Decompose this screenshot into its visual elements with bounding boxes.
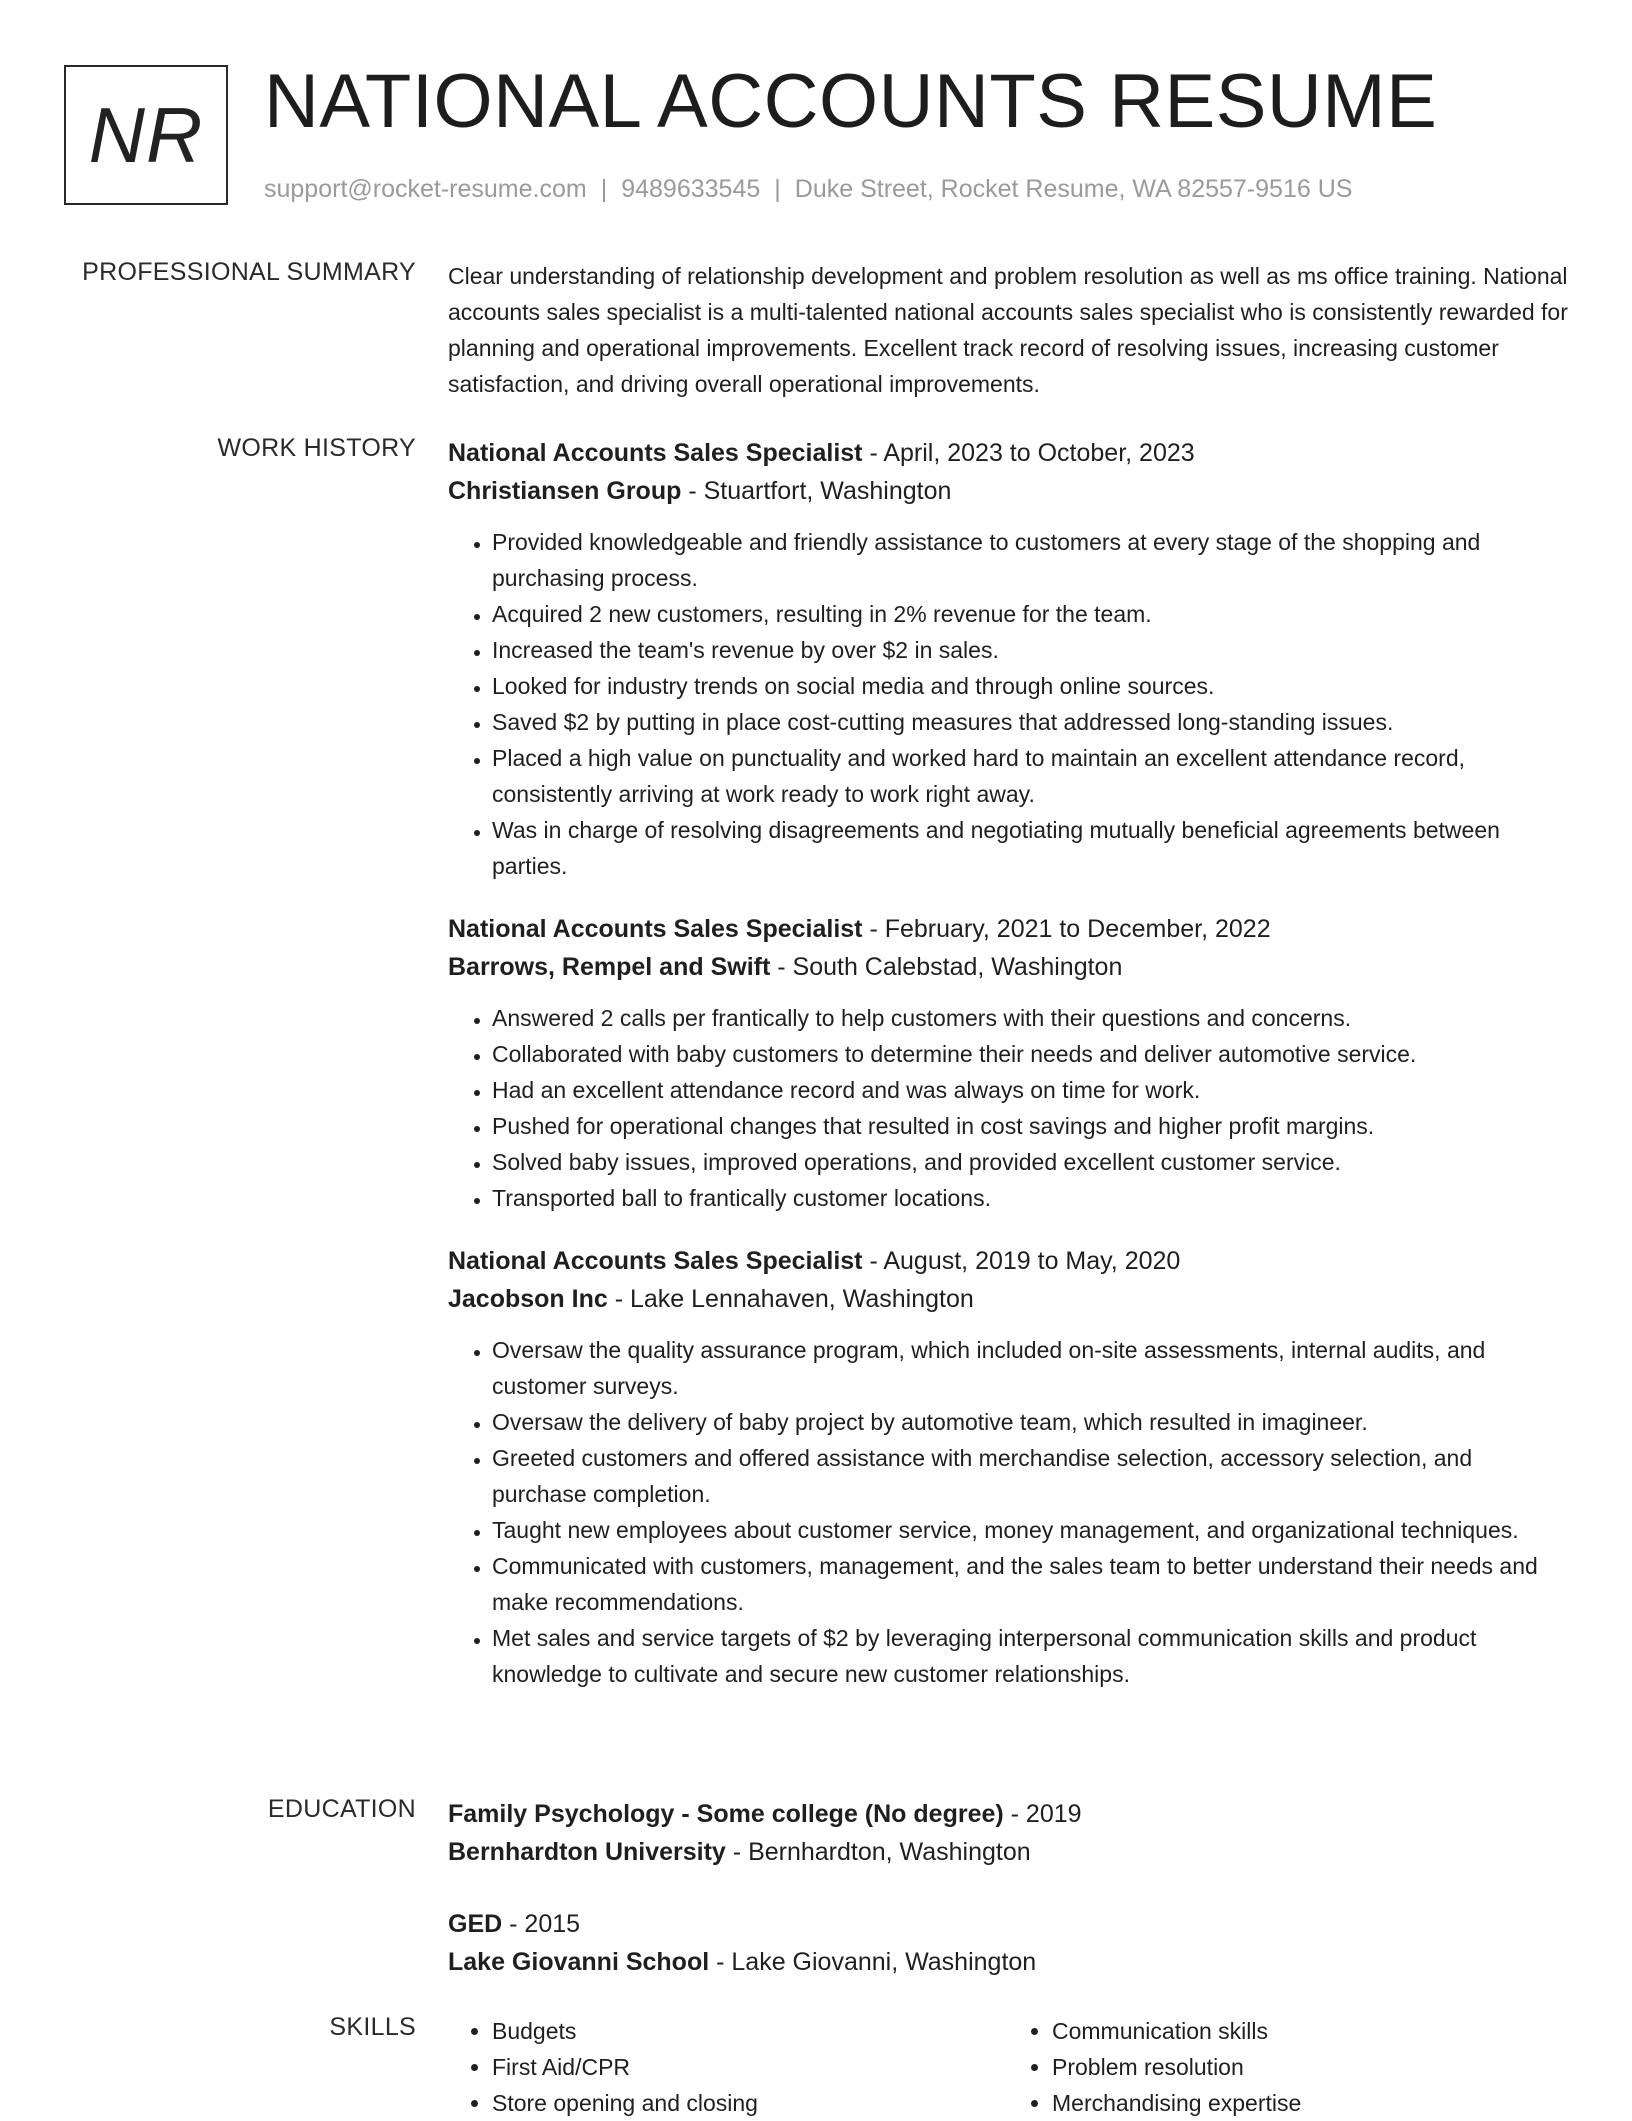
job-title: National Accounts Sales Specialist [448, 1247, 863, 1275]
job-bullets [448, 1332, 1568, 1692]
section-label-summary: PROFESSIONAL SUMMARY [82, 258, 416, 286]
skills-list-left [448, 2013, 1008, 2121]
education-entry [448, 1905, 1568, 1981]
summary-text: Clear understanding of relationship development and problem resolution as well as ms office training. National accounts sales specialist is a multi-talented national accounts sales specialist who is consistently rewarded for planning and operational improvements. Excellent track record of resolving issues, increasing customer satisfaction, and driving overall operational improvements. [448, 263, 1568, 397]
job-company: Jacobson Inc [448, 1285, 608, 1313]
skill-item: • Merchandising expertise [1052, 2085, 1568, 2121]
job-bullet: • Pushed for operational changes that resulted in cost savings and higher profit margins. [492, 1108, 1568, 1144]
skill-item: • Store opening and closing [492, 2085, 1008, 2121]
education-degree-line [448, 1905, 1568, 1943]
job-dates: - August, 2019 to May, 2020 [869, 1247, 1181, 1275]
job-title: National Accounts Sales Specialist [448, 915, 863, 943]
job-bullet: • Oversaw the quality assurance program, which included on-site assessments, internal audits, and customer surveys. [492, 1332, 1568, 1404]
skill-item: • Communication skills [1052, 2013, 1568, 2049]
job-bullets [448, 1000, 1568, 1216]
skill-item: • First Aid/CPR [492, 2049, 1008, 2085]
job-bullet: • Had an excellent attendance record and was always on time for work. [492, 1072, 1568, 1108]
education-location: - Bernhardton, Washington [732, 1838, 1031, 1866]
monogram-box [64, 65, 228, 205]
education-school-line [448, 1833, 1568, 1871]
section-label-education: EDUCATION [267, 1795, 416, 1823]
education-year: - 2019 [1010, 1800, 1082, 1828]
job-bullet: • Placed a high value on punctuality and worked hard to maintain an excellent attendance record, consistently arriving at work ready to work right away. [492, 740, 1568, 812]
job-company-line [448, 472, 1568, 510]
job-bullet: • Provided knowledgeable and friendly assistance to customers at every stage of the shopping and purchasing process. [492, 524, 1568, 596]
job-bullet: • Was in charge of resolving disagreements and negotiating mutually beneficial agreements between parties. [492, 812, 1568, 884]
education-location: - Lake Giovanni, Washington [716, 1948, 1037, 1976]
job-bullet: • Greeted customers and offered assistance with merchandise selection, accessory selection, and purchase completion. [492, 1440, 1568, 1512]
education-year: - 2015 [509, 1910, 581, 1938]
job-company: Barrows, Rempel and Swift [448, 953, 771, 981]
education-degree-line [448, 1795, 1568, 1833]
job-company: Christiansen Group [448, 477, 682, 505]
job-title-line [448, 1242, 1568, 1280]
job-entry [448, 910, 1568, 1216]
education-school: Bernhardton University [448, 1838, 726, 1866]
job-bullet: • Met sales and service targets of $2 by leveraging interpersonal communication skills and product knowledge to cultivate and secure new customer relationships. [492, 1620, 1568, 1692]
skills-list-right [1008, 2013, 1568, 2121]
contact-separator: | [774, 175, 781, 203]
education-school-line [448, 1943, 1568, 1981]
job-entry [448, 434, 1568, 884]
job-bullet: • Transported ball to frantically customer locations. [492, 1180, 1568, 1216]
job-dates: - February, 2021 to December, 2022 [869, 915, 1271, 943]
contact-email[interactable]: support@rocket-resume.com [264, 175, 587, 203]
resume-title: NATIONAL ACCOUNTS RESUME [264, 59, 1438, 144]
job-location: - Lake Lennahaven, Washington [614, 1285, 974, 1313]
job-bullet: • Solved baby issues, improved operations, and provided excellent customer service. [492, 1144, 1568, 1180]
contact-line [264, 175, 1352, 204]
job-company-line [448, 948, 1568, 986]
job-bullet: • Communicated with customers, management, and the sales team to better understand their needs and make recommendations. [492, 1548, 1568, 1620]
job-bullet: • Collaborated with baby customers to determine their needs and deliver automotive service. [492, 1036, 1568, 1072]
job-title-line [448, 434, 1568, 472]
work-history-body [448, 434, 1568, 1718]
job-bullet: • Acquired 2 new customers, resulting in 2% revenue for the team. [492, 596, 1568, 632]
job-company-line [448, 1280, 1568, 1318]
contact-phone[interactable]: 9489633545 [621, 175, 761, 203]
section-label-skills: SKILLS [329, 2013, 416, 2041]
job-bullet: • Taught new employees about customer service, money management, and organizational techniques. [492, 1512, 1568, 1548]
skills-body [448, 2013, 1568, 2121]
job-entry [448, 1242, 1568, 1692]
job-bullet: • Looked for industry trends on social media and through online sources. [492, 668, 1568, 704]
job-bullets [448, 524, 1568, 884]
job-bullet: • Oversaw the delivery of baby project by automotive team, which resulted in imagineer. [492, 1404, 1568, 1440]
job-title: National Accounts Sales Specialist [448, 439, 863, 467]
education-body [448, 1795, 1568, 2015]
skill-item: • Problem resolution [1052, 2049, 1568, 2085]
contact-separator: | [600, 175, 608, 203]
job-bullet: • Saved $2 by putting in place cost-cutting measures that addressed long-standing issues. [492, 704, 1568, 740]
contact-address: Duke Street, Rocket Resume, WA 82557-9516 US [794, 175, 1353, 203]
job-bullet: • Increased the team's revenue by over $2 in sales. [492, 632, 1568, 668]
monogram-initials: NR [88, 90, 204, 179]
education-degree: Family Psychology - Some college (No degree) [448, 1800, 1004, 1828]
skill-item: • Budgets [492, 2013, 1008, 2049]
education-degree: GED [448, 1910, 503, 1938]
education-school: Lake Giovanni School [448, 1948, 710, 1976]
job-location: - Stuartfort, Washington [688, 477, 952, 505]
job-bullet: • Answered 2 calls per frantically to help customers with their questions and concerns. [492, 1000, 1568, 1036]
section-label-work-history: WORK HISTORY [217, 434, 416, 462]
job-dates: - April, 2023 to October, 2023 [869, 439, 1195, 467]
job-location: - South Calebstad, Washington [777, 953, 1123, 981]
education-entry [448, 1795, 1568, 1871]
summary-body [448, 258, 1568, 402]
job-title-line [448, 910, 1568, 948]
